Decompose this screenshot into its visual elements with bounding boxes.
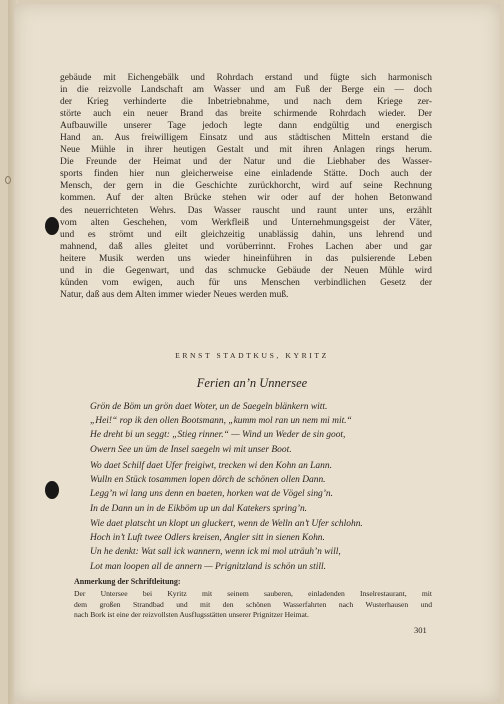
prose-line: vom alten Geschehen, vom Werkfleiß und Unternehmungsgeist der Väter, [60, 217, 432, 228]
prose-line: Die Freunde der Heimat und der Natur und die Liebhaber des Wasser- [60, 157, 432, 168]
poem-line: Wulln en Stück tosammen lopen dörch de schönen ollen Dann. [90, 475, 326, 486]
prose-line: und in die Gegenwart, und das schmucke Gebäude der Neuen Mühle wird [60, 265, 432, 276]
poem-stanza-2 [90, 459, 450, 516]
prose-line: sports finden hier nun gleicherweise eine einladende Stätte. Doch auch der [60, 169, 432, 180]
prose-line: Hand an. Aus freiwilligem Einsatz und aus städtischen Mitteln erstand die [60, 133, 432, 144]
prose-line: heitere Musik werden uns wieder hineinführen in das pulsierende Leben [60, 253, 432, 264]
article-text [60, 72, 432, 301]
editorial-note-text [74, 589, 432, 621]
prose-line: störte auch ein neuer Brand das breite schirmende Rohrdach wieder. Der [60, 109, 432, 120]
poem-line: Hoch in’t Luft twee Odlers kreisen, Angler sitt in sienen Kohn. [90, 533, 325, 544]
poem-line: In de Dann un in de Eikböm up un dal Katekers spring’n. [90, 503, 308, 514]
poem-line: Owern See un üm de Insel saegeln wi mit unser Boot. [90, 444, 292, 455]
note-line: nach Bork ist eine der reizvollsten Ausflugsstätten unserer Prignitzer Heimat. [74, 610, 309, 620]
page-number: 301 [414, 625, 427, 635]
poem-line: Un he denkt: Wat sall ick wannern, wenn ick mi mol uträuh’n will, [90, 547, 341, 558]
prose-line: der Krieg verhinderte die Inbetriebnahme, und nach dem Kriege zer- [60, 97, 432, 108]
prose-line: kommen. Auf der alten Brücke stehen wir oder auf der hohen Betonwand [60, 193, 432, 204]
prose-line: mahnend, daß alles gleitet und vorüberrinnt. Frohes Lachen aber und gar [60, 241, 432, 252]
poem-line: Wie daet platscht un klopt un gluckert, wenn de Welln an’t Ufer schlohn. [90, 519, 363, 529]
prose-line: des neuerrichteten Wehrs. Das Wasser rauscht und raunt unter uns, erzählt [60, 205, 432, 216]
binder-hole-bottom [45, 481, 59, 499]
poem-line: Wo daet Schilf daet Ufer freigiwt, trecken wi den Kohn an Lann. [90, 461, 332, 471]
poem-line: Lot man loopen all de annern — Prignitzland is schön un still. [90, 561, 326, 572]
poem-line: „Hei!“ rop ik den ollen Bootsmann, „kumm mol ran un nem mi mit.“ [90, 416, 352, 427]
binder-hole-top [45, 217, 59, 235]
prose-line: Mensch, der gern in die Geschichte zurückhorcht, wird auf seine Rechnung [60, 181, 432, 192]
prose-line: und es strömt und eilt gleichzeitig unablässig dahin, uns lehrend und [60, 229, 432, 240]
poem-title: Ferien an’n Unnersee [196, 376, 308, 390]
poem-line: Legg’n wi lang uns denn en baeten, horken wat de Vögel sing’n. [90, 489, 333, 500]
prose-line: Aufbauwille unserer Tage jedoch legte dann endgültig und energisch [60, 121, 432, 132]
poem-stanza-3 [90, 517, 450, 574]
poem-stanza-1 [90, 400, 450, 457]
prose-line: gebäude mit Eichengebälk und Rohrdach erstand und fügte sich harmonisch [60, 73, 432, 83]
poem-author: ERNST STADTKUS, KYRITZ [175, 351, 329, 360]
margin-mark [5, 176, 11, 184]
prose-line: Natur, daß aus dem Alten immer wieder Neues werden muß. [60, 289, 289, 300]
poem-line: Grön de Böm un grön daet Woter, un de Saegeln blänkern witt. [90, 402, 328, 412]
prose-line: Neue Mühle in ihrer heutigen Gestalt und mit ihren Anlagen rings herum. [60, 145, 432, 156]
note-line: Der Untersee bei Kyritz mit seinem sauberen, einladenden Inselrestaurant, mit [74, 589, 432, 598]
poem-line: He dreht bi un seggt: „Stieg rinner.“ — Wind un Weder de sin goot, [90, 430, 346, 441]
prose-line: in die reizvolle Landschaft am Wasser und am Fuß der Berge ein — doch [60, 85, 432, 96]
prose-line: künden vom ewigen, auch für uns Menschen verbindlichen Gesetz der [60, 277, 432, 288]
editorial-note-heading: Anmerkung der Schriftleitung: [74, 577, 181, 586]
note-line: dem großen Strandbad und mit den schönen Wasserfahrten nach Wusterhausen und [74, 599, 432, 609]
